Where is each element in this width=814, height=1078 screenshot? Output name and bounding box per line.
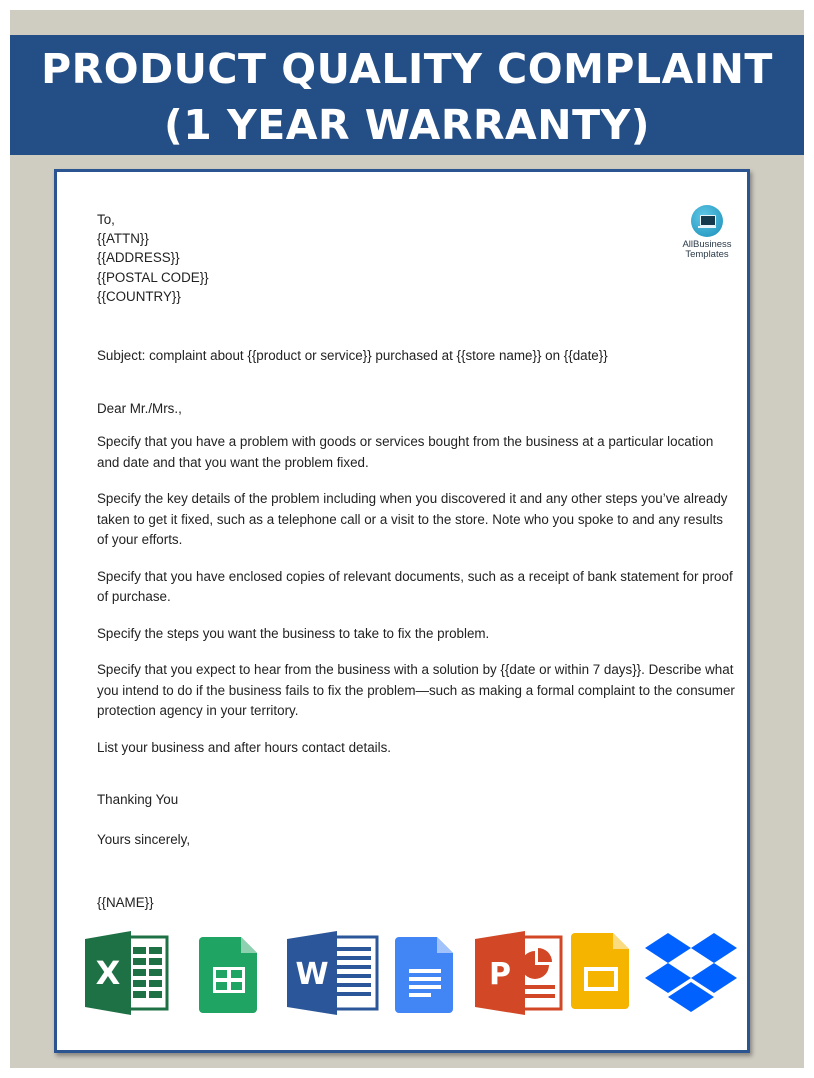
powerpoint-icon: [473, 929, 563, 1015]
google-slides-icon: [571, 929, 633, 1015]
letter-body: [97, 210, 737, 912]
subject-line: Subject: complaint about {{product or service}} purchased at {{store name}} on {{date}}: [97, 348, 608, 364]
greeting: Dear Mr./Mrs.,: [97, 401, 182, 417]
address-line: {{COUNTRY}}: [97, 288, 181, 304]
letter-document: [54, 169, 750, 1053]
google-docs-icon: [395, 929, 457, 1015]
svg-text:X: X: [95, 954, 121, 992]
title-banner: [10, 35, 804, 155]
word-icon: [285, 929, 379, 1015]
svg-text:P: P: [489, 957, 511, 992]
body-paragraph: Specify that you have a problem with goods or services bought from the business at a particular location and date and that you want the problem fixed.: [97, 434, 714, 470]
to-label: To,: [97, 212, 115, 227]
google-sheets-icon: [199, 929, 261, 1015]
body-paragraph: List your business and after hours contact details.: [97, 739, 392, 755]
title-line-2: (1 YEAR WARRANTY): [163, 101, 650, 149]
dropbox-icon: [643, 929, 739, 1019]
signature-name: {{NAME}}: [97, 895, 154, 911]
body-paragraph: Specify the key details of the problem including when you discovered it and any other steps you’ve already taken to get it fixed, such as a telephone call or a visit to the store. Note who you spoke to and any results of your efforts.: [97, 491, 728, 548]
logo-text-2: Templates: [685, 249, 729, 260]
excel-icon: [83, 929, 169, 1015]
thanks-line: Thanking You: [97, 792, 179, 808]
address-line: {{ATTN}}: [97, 231, 149, 247]
body-paragraph: Specify that you expect to hear from the business with a solution by {{date or within 7 days}}. Describe what you intend to do if the business fails to fix the problem—such as making a formal complaint to the consumer protection agency in your territory.: [97, 662, 735, 719]
address-line: {{POSTAL CODE}}: [97, 269, 209, 285]
body-paragraph: Specify that you have enclosed copies of relevant documents, such as a receipt of bank statement for proof of purchase.: [97, 568, 733, 605]
address-line: {{ADDRESS}}: [97, 250, 180, 266]
title-line-1: PRODUCT QUALITY COMPLAINT: [41, 45, 773, 93]
app-icons-row: [57, 929, 747, 1029]
closing-line: Yours sincerely,: [97, 832, 191, 848]
svg-text:W: W: [295, 957, 329, 992]
recipient-address: [97, 210, 737, 306]
logo-text-1: AllBusiness: [682, 239, 732, 250]
body-paragraph: Specify the steps you want the business to take to fix the problem.: [97, 625, 490, 641]
